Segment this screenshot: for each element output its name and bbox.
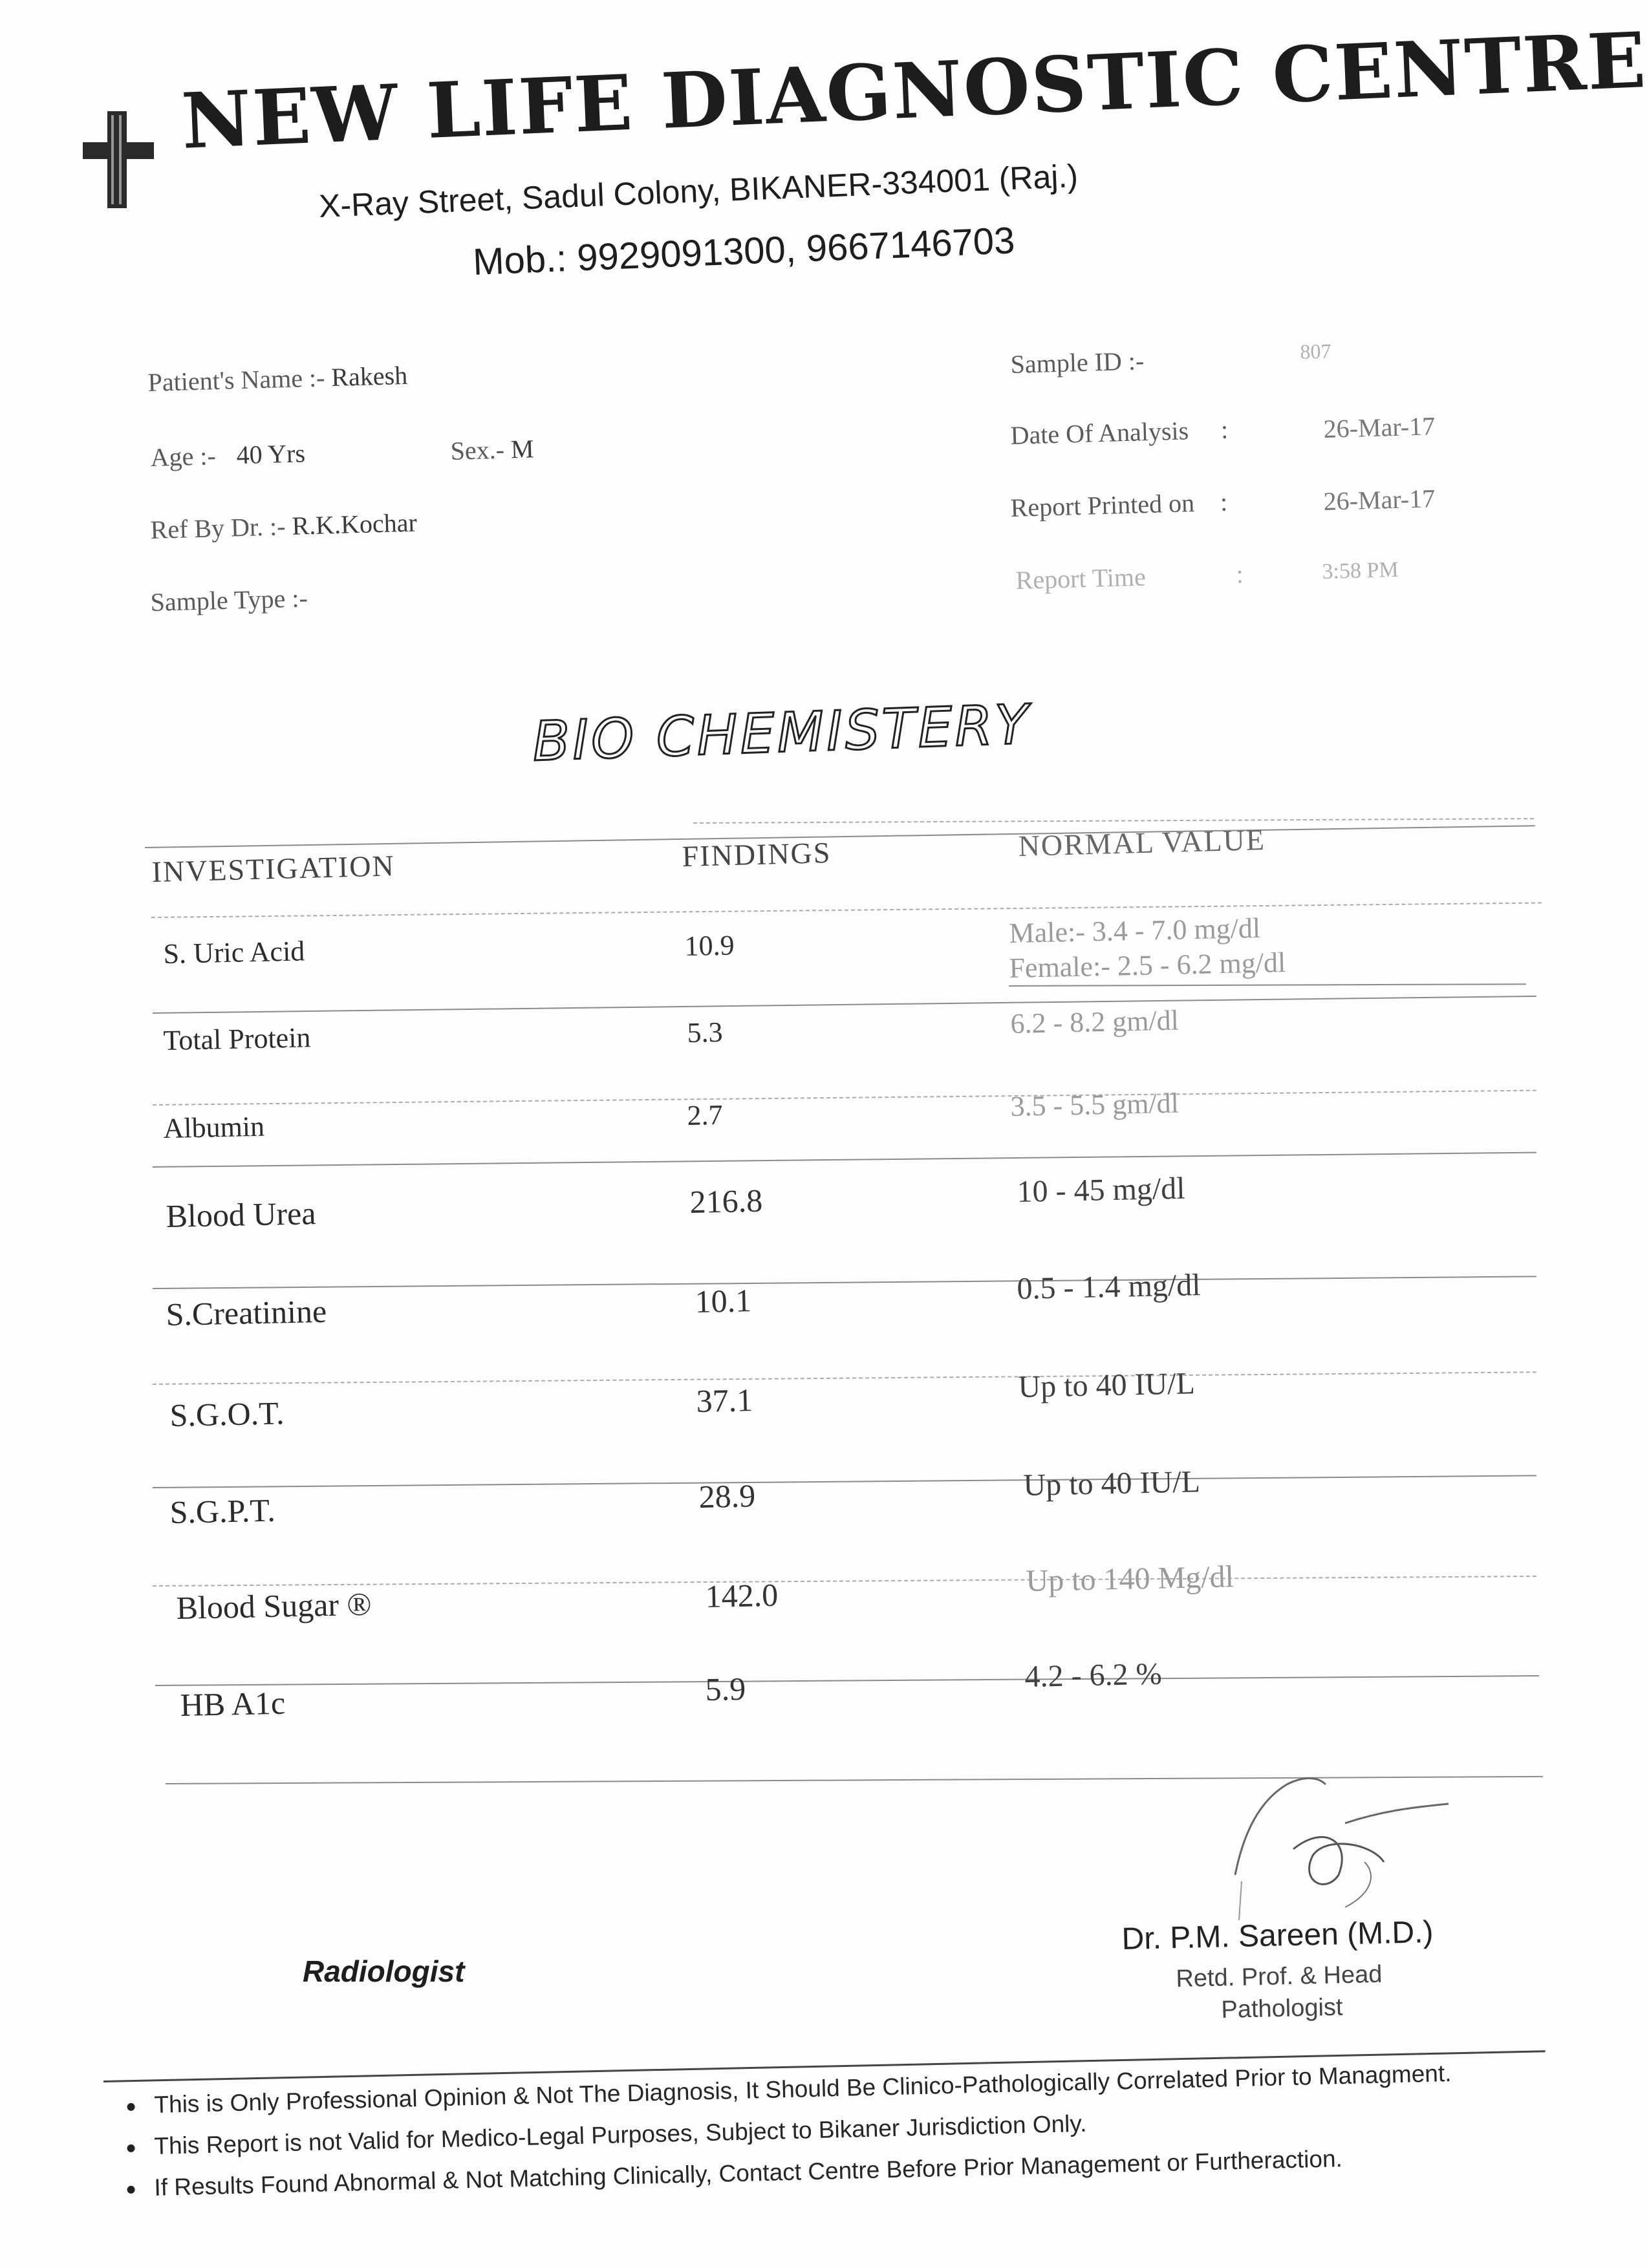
table-row-finding: 5.3 bbox=[687, 1016, 724, 1049]
table-row-normal: 0.5 - 1.4 mg/dl bbox=[1017, 1268, 1202, 1306]
footer-note-text: This Report is not Valid for Medico-Legal Purposes, Subject to Bikaner Jurisdiction Only. bbox=[153, 2110, 1087, 2159]
table-row-investigation: S. Uric Acid bbox=[163, 935, 305, 970]
table-row-investigation: S.G.O.T. bbox=[169, 1395, 285, 1433]
footer-note-text: If Results Found Abnormal & Not Matching Clinically, Contact Centre Before Prior Management or Furtheraction. bbox=[153, 2145, 1343, 2201]
sample-id-value: 807 bbox=[1300, 339, 1331, 363]
uric-split-rule bbox=[1009, 983, 1526, 987]
table-row-normal: 4.2 - 6.2 % bbox=[1024, 1656, 1163, 1694]
table-row-normal: Male:- 3.4 - 7.0 mg/dl bbox=[1009, 912, 1261, 949]
row-rule-1 bbox=[153, 996, 1536, 1014]
table-row-investigation: Total Protein bbox=[163, 1022, 311, 1056]
printed-date-label: Report Printed on bbox=[1010, 488, 1195, 522]
table-row-finding: 2.7 bbox=[687, 1098, 724, 1131]
centre-address: X-Ray Street, Sadul Colony, BIKANER-334001 (Raj.) bbox=[318, 157, 1079, 224]
patient-sex-label: Sex.- bbox=[450, 434, 505, 465]
patient-age: 40 Yrs bbox=[236, 438, 306, 470]
sample-id-label: Sample ID :- bbox=[1010, 346, 1145, 379]
section-title: BIO CHEMISTERY bbox=[532, 692, 1032, 773]
pathologist-signature bbox=[1216, 1746, 1461, 1927]
row-rule-8 bbox=[155, 1675, 1539, 1686]
signatory-name: Dr. P.M. Sareen (M.D.) bbox=[1121, 1915, 1434, 1956]
table-row-finding: 216.8 bbox=[689, 1182, 763, 1220]
footer-note bbox=[127, 2060, 1452, 2119]
report-time: 3:58 PM bbox=[1322, 557, 1399, 584]
table-row-investigation: Blood Urea bbox=[166, 1195, 317, 1234]
table-row-finding: 10.1 bbox=[695, 1282, 752, 1320]
patient-sex: M bbox=[510, 434, 535, 464]
table-row-normal: 3.5 - 5.5 gm/dl bbox=[1010, 1087, 1180, 1122]
signatory-role: Pathologist bbox=[1221, 1993, 1343, 2024]
table-header-rule bbox=[151, 902, 1542, 918]
footer-note bbox=[127, 2110, 1087, 2161]
centre-mobile: Mob.: 9929091300, 9667146703 bbox=[472, 219, 1016, 283]
patient-name: Rakesh bbox=[330, 360, 408, 392]
table-row-investigation: Blood Sugar ® bbox=[176, 1585, 372, 1626]
table-row-investigation: Albumin bbox=[163, 1110, 265, 1144]
centre-name: NEW LIFE DIAGNOSTIC CENTRE bbox=[180, 15, 1649, 166]
printed-date-separator: : bbox=[1220, 487, 1228, 517]
table-row-investigation: S.Creatinine bbox=[166, 1292, 327, 1332]
footer-note-text: This is Only Professional Opinion & Not The Diagnosis, It Should Be Clinico-Pathologically Correlated Prior to Managment. bbox=[153, 2059, 1452, 2118]
sample-type-row bbox=[150, 583, 308, 617]
table-top-rule-dashed bbox=[693, 818, 1534, 824]
row-rule-4 bbox=[153, 1276, 1536, 1289]
report-time-label: Report Time bbox=[1015, 562, 1147, 595]
table-row-investigation: HB A1c bbox=[180, 1684, 286, 1723]
table-row-investigation: S.G.P.T. bbox=[169, 1492, 276, 1530]
printed-date: 26-Mar-17 bbox=[1323, 484, 1436, 516]
ref-doctor: R.K.Kochar bbox=[291, 508, 418, 540]
row-rule-3 bbox=[153, 1152, 1536, 1168]
bullet-icon bbox=[127, 2145, 135, 2152]
patient-name-row bbox=[147, 360, 408, 398]
table-row-finding: 28.9 bbox=[698, 1477, 756, 1515]
table-row-normal-female: Female:- 2.5 - 6.2 mg/dl bbox=[1009, 947, 1286, 984]
row-rule-5 bbox=[153, 1371, 1536, 1385]
patient-age-row bbox=[150, 438, 306, 473]
sample-id-row bbox=[1010, 345, 1145, 380]
radiologist-label: Radiologist bbox=[303, 1954, 465, 1988]
analysis-date-label: Date Of Analysis bbox=[1010, 416, 1189, 450]
table-row-finding: 142.0 bbox=[705, 1576, 779, 1614]
table-row-normal: Up to 40 IU/L bbox=[1023, 1464, 1201, 1503]
row-rule-2 bbox=[153, 1090, 1536, 1106]
bullet-icon bbox=[127, 2103, 135, 2111]
medical-cross-icon bbox=[83, 111, 154, 208]
table-row-normal: Up to 40 IU/L bbox=[1018, 1366, 1196, 1404]
patient-sex-row bbox=[450, 433, 534, 466]
patient-age-label: Age :- bbox=[150, 441, 217, 472]
analysis-date-separator: : bbox=[1220, 414, 1229, 444]
analysis-date: 26-Mar-17 bbox=[1323, 411, 1436, 444]
sample-type-label: Sample Type :- bbox=[150, 583, 308, 617]
printed-date-row bbox=[1010, 487, 1228, 523]
bullet-icon bbox=[127, 2186, 135, 2194]
row-rule-6 bbox=[153, 1475, 1536, 1488]
ref-doctor-row bbox=[150, 507, 417, 544]
ref-doctor-label: Ref By Dr. :- bbox=[150, 511, 286, 544]
table-top-rule bbox=[145, 825, 1535, 848]
analysis-date-row bbox=[1010, 414, 1229, 451]
report-time-row bbox=[1015, 559, 1244, 595]
table-row-normal: Up to 140 Mg/dl bbox=[1026, 1559, 1234, 1598]
report-time-separator: : bbox=[1236, 559, 1244, 589]
table-row-normal: 6.2 - 8.2 gm/dl bbox=[1010, 1004, 1180, 1040]
table-row-finding: 10.9 bbox=[684, 929, 735, 962]
col-findings: FINDINGS bbox=[682, 835, 832, 873]
patient-name-label: Patient's Name :- bbox=[147, 363, 325, 397]
table-row-normal: 10 - 45 mg/dl bbox=[1017, 1171, 1186, 1209]
signatory-title: Retd. Prof. & Head bbox=[1176, 1960, 1383, 1993]
table-row-finding: 5.9 bbox=[705, 1670, 746, 1707]
table-row-finding: 37.1 bbox=[696, 1382, 753, 1419]
col-investigation: INVESTIGATION bbox=[151, 849, 396, 888]
col-normal-value: NORMAL VALUE bbox=[1018, 822, 1266, 862]
